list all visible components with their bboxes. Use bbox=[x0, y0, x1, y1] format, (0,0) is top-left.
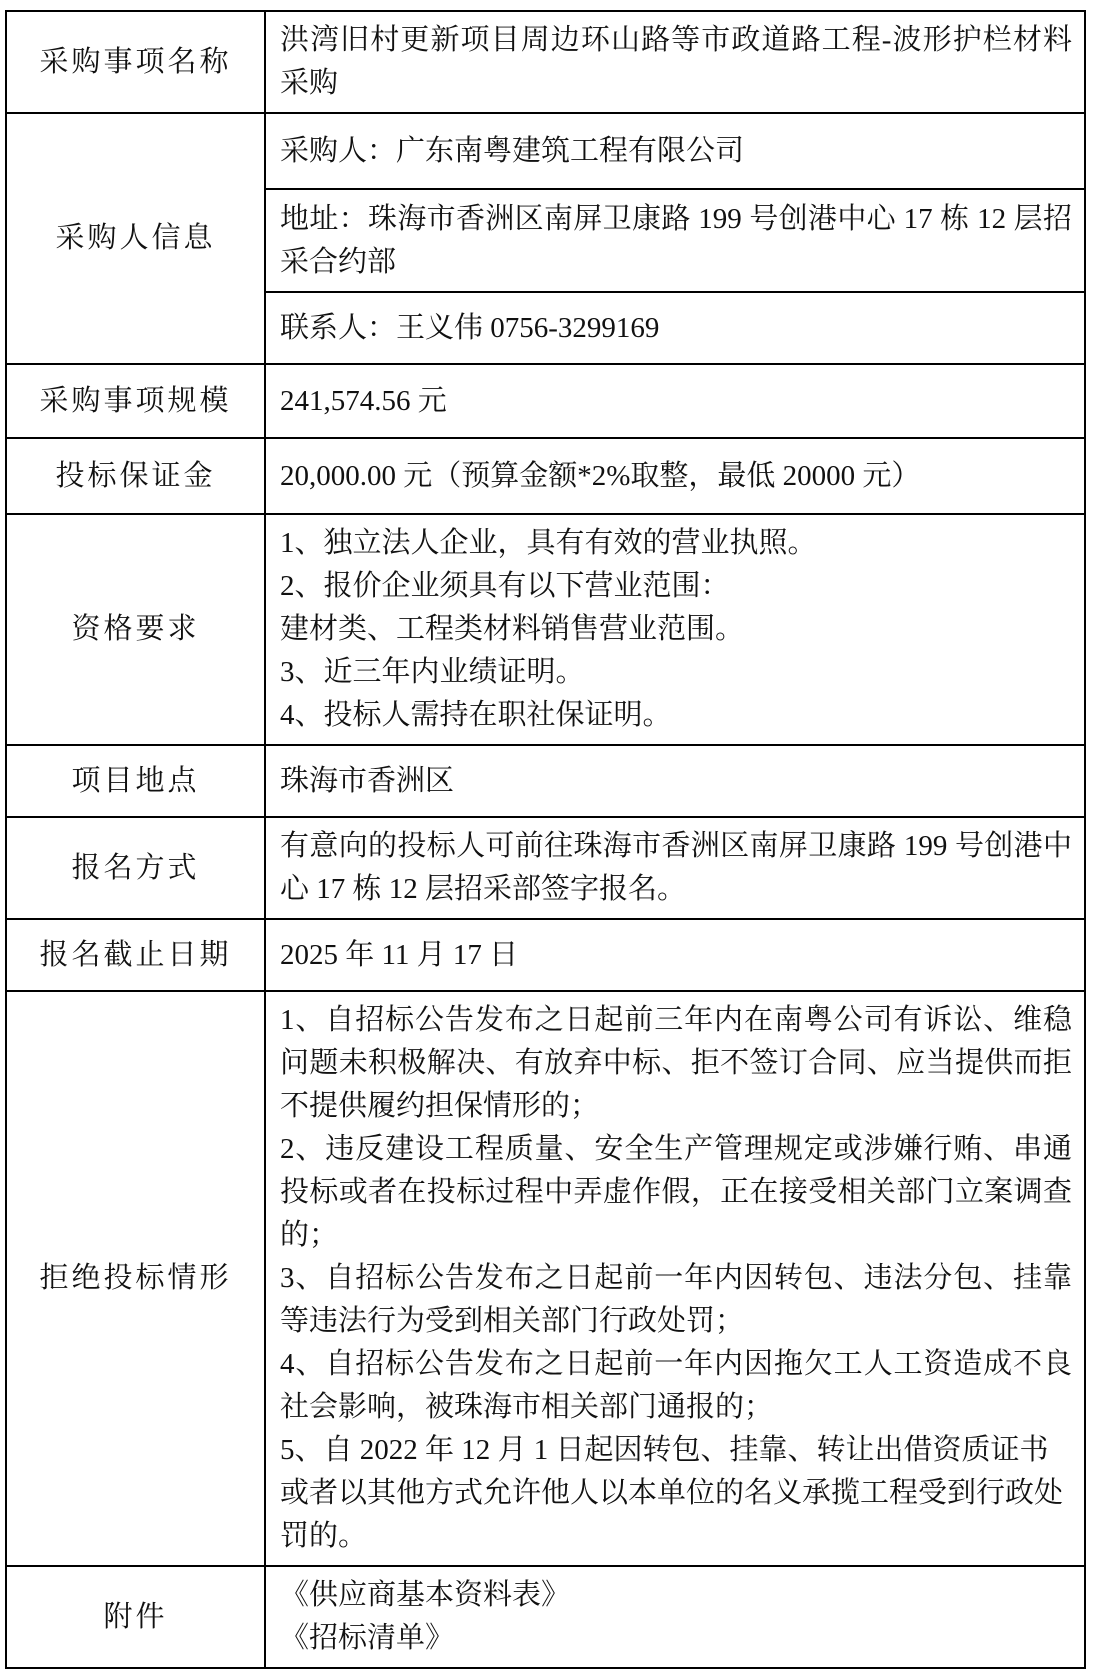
rejection-paragraph: 5、自 2022 年 12 月 1 日起因转包、挂靠、转让出借资质证书或者以其他方式允许他人以本单位的名义承揽工程受到行政处罚的。 bbox=[280, 1434, 1064, 1552]
rejection-value bbox=[265, 991, 1085, 1566]
row-registration bbox=[6, 817, 1085, 919]
qualification-line: 3、近三年内业绩证明。 bbox=[280, 656, 585, 688]
registration-value: 有意向的投标人可前往珠海市香洲区南屏卫康路 199 号创港中心 17 栋 12 层招采部签字报名。 bbox=[265, 817, 1085, 919]
row-deposit bbox=[6, 438, 1085, 514]
rejection-paragraph: 2、违反建设工程质量、安全生产管理规定或涉嫌行贿、串通投标或者在投标过程中弄虚作假，正在接受相关部门立案调查的； bbox=[280, 1133, 1072, 1251]
attachment-item: 《招标清单》 bbox=[280, 1622, 455, 1654]
item-name-label: 采购事项名称 bbox=[6, 11, 265, 113]
item-name-value: 洪湾旧村更新项目周边环山路等市政道路工程-波形护栏材料采购 bbox=[265, 11, 1085, 113]
scale-value: 241,574.56 元 bbox=[265, 364, 1085, 438]
procurement-table bbox=[5, 10, 1086, 1669]
row-scale bbox=[6, 364, 1085, 438]
qualification-line: 4、投标人需持在职社保证明。 bbox=[280, 699, 672, 731]
rejection-paragraph: 3、自招标公告发布之日起前一年内因转包、违法分包、挂靠等违法行为受到相关部门行政处罚； bbox=[280, 1262, 1072, 1337]
attachment-item: 《供应商基本资料表》 bbox=[280, 1579, 571, 1611]
address-value: 地址：珠海市香洲区南屏卫康路 199 号创港中心 17 栋 12 层招采合约部 bbox=[265, 189, 1085, 292]
row-item-name bbox=[6, 11, 1085, 113]
attachments-label: 附件 bbox=[6, 1566, 265, 1668]
qualification-line: 2、报价企业须具有以下营业范围： bbox=[280, 570, 730, 602]
deposit-value: 20,000.00 元（预算金额*2%取整，最低 20000 元） bbox=[265, 438, 1085, 514]
row-deadline bbox=[6, 919, 1085, 991]
scale-label: 采购事项规模 bbox=[6, 364, 265, 438]
rejection-paragraph: 4、自招标公告发布之日起前一年内因拖欠工人工资造成不良社会影响，被珠海市相关部门通报的； bbox=[280, 1348, 1072, 1423]
qualification-line: 1、独立法人企业，具有有效的营业执照。 bbox=[280, 527, 817, 559]
attachments-value bbox=[265, 1566, 1085, 1668]
deadline-value: 2025 年 11 月 17 日 bbox=[265, 919, 1085, 991]
purchaser-info-label: 采购人信息 bbox=[6, 113, 265, 364]
rejection-label: 拒绝投标情形 bbox=[6, 991, 265, 1566]
qualification-line: 建材类、工程类材料销售营业范围。 bbox=[280, 613, 745, 645]
registration-label: 报名方式 bbox=[6, 817, 265, 919]
row-location bbox=[6, 745, 1085, 817]
qualification-value bbox=[265, 514, 1085, 745]
contact-value: 联系人：王义伟 0756-3299169 bbox=[265, 292, 1085, 364]
row-purchaser bbox=[6, 113, 1085, 189]
deadline-label: 报名截止日期 bbox=[6, 919, 265, 991]
location-value: 珠海市香洲区 bbox=[265, 745, 1085, 817]
row-attachments bbox=[6, 1566, 1085, 1668]
purchaser-value: 采购人：广东南粤建筑工程有限公司 bbox=[265, 113, 1085, 189]
location-label: 项目地点 bbox=[6, 745, 265, 817]
row-rejection bbox=[6, 991, 1085, 1566]
qualification-label: 资格要求 bbox=[6, 514, 265, 745]
rejection-paragraph: 1、自招标公告发布之日起前三年内在南粤公司有诉讼、维稳问题未积极解决、有放弃中标、拒不签订合同、应当提供而拒不提供履约担保情形的； bbox=[280, 1004, 1072, 1122]
deposit-label: 投标保证金 bbox=[6, 438, 265, 514]
row-qualification bbox=[6, 514, 1085, 745]
